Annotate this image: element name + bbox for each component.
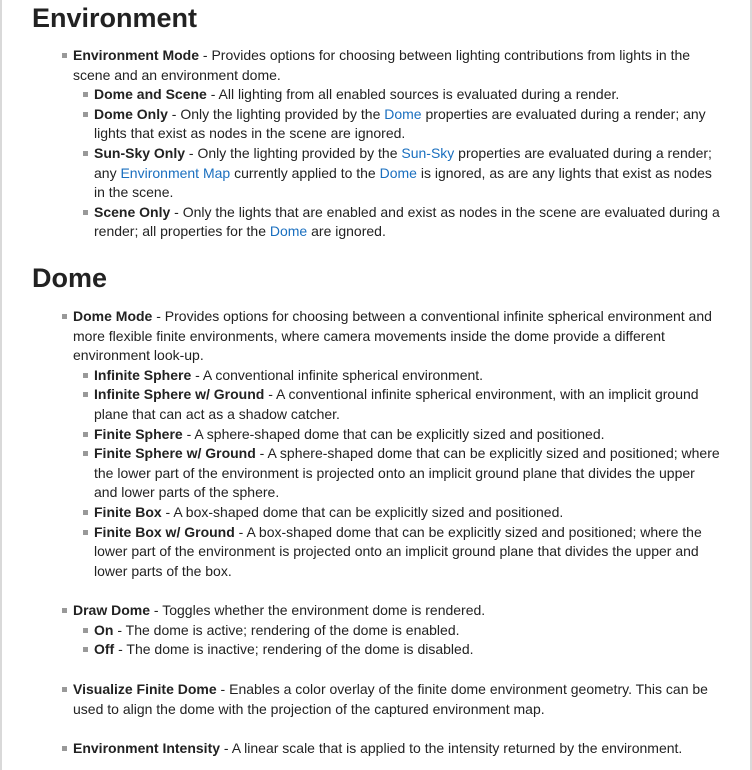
list-item-dome-and-scene	[94, 85, 722, 105]
description: properties are evaluated during a render; any lights that exist as nodes in the scene are ignored.	[94, 105, 706, 142]
term: Dome and Scene	[94, 86, 207, 103]
environment-map-link[interactable]: Environment Map	[120, 164, 231, 181]
term: Infinite Sphere w/ Ground	[94, 386, 265, 403]
dome-link[interactable]: Dome	[384, 105, 422, 122]
list-item-sun-sky-only	[94, 144, 722, 203]
term: Environment Mode	[73, 47, 200, 63]
description: - Provides options for choosing between a conventional infinite spherical environment and more flexible finite environments, where camera movements inside the dome provide a different environment look-up.	[73, 308, 712, 364]
term: Dome Mode	[73, 308, 153, 324]
term: Sun-Sky Only	[94, 144, 186, 161]
term: Finite Box w/ Ground	[94, 523, 235, 540]
description: currently applied to the	[230, 164, 380, 181]
description: - All lighting from all enabled sources is evaluated during a render.	[206, 86, 620, 103]
term: Off	[94, 641, 115, 658]
description: - The dome is inactive; rendering of the dome is disabled.	[114, 641, 474, 658]
description: - Only the lighting provided by the	[167, 105, 385, 122]
description: - Toggles whether the environment dome is rendered.	[150, 602, 486, 618]
description: - Only the lighting provided by the	[185, 144, 402, 161]
environment-mode-section	[32, 46, 722, 242]
sun-sky-link[interactable]: Sun-Sky	[401, 144, 455, 161]
list-item-off	[94, 640, 722, 660]
list-item-dome-mode	[73, 307, 722, 581]
list-item-visualize-finite-dome	[73, 680, 722, 719]
term: Visualize Finite Dome	[73, 681, 217, 697]
list-item-finite-box-ground	[94, 523, 722, 582]
list-item-draw-dome	[73, 601, 722, 660]
description: - A box-shaped dome that can be explicitly sized and positioned.	[161, 503, 564, 520]
list-item-finite-sphere	[94, 425, 722, 445]
term: Finite Sphere	[94, 425, 183, 442]
description: - A conventional infinite spherical environment, with an implicit ground plane that can act as a shadow catcher.	[94, 386, 699, 422]
list-item-on	[94, 621, 722, 641]
list-item-infinite-sphere	[94, 366, 722, 386]
description: - A sphere-shaped dome that can be explicitly sized and positioned.	[182, 425, 605, 442]
description: - Provides options for choosing between lighting contributions from lights in the scene and an environment dome.	[73, 47, 691, 83]
term: Scene Only	[94, 203, 171, 220]
draw-dome-section	[32, 601, 722, 660]
description: - A linear scale that is applied to the intensity returned by the environment.	[220, 740, 683, 756]
description: properties are evaluated during a render; any	[94, 144, 712, 181]
term: On	[94, 621, 114, 638]
dome-heading: Dome	[32, 263, 108, 293]
description: are ignored.	[307, 223, 386, 240]
term: Finite Box	[94, 503, 162, 520]
list-item-environment-mode	[73, 46, 722, 242]
description: - Only the lights that are enabled and exist as nodes in the scene are evaluated during a render; all properties for the	[94, 203, 720, 240]
list-item-finite-sphere-ground	[94, 444, 722, 503]
list-item-scene-only	[94, 203, 722, 242]
term: Finite Sphere w/ Ground	[94, 445, 256, 462]
description: - A conventional infinite spherical environment.	[191, 366, 484, 383]
description: - A sphere-shaped dome that can be explicitly sized and positioned; where the lower part of the environment is projected onto an implicit ground plane that divides the upper and lower parts of the sphere.	[94, 445, 720, 501]
dome-link[interactable]: Dome	[379, 164, 417, 181]
visualize-finite-dome-section	[32, 680, 722, 719]
environment-intensity-section	[32, 739, 722, 759]
description: - Enables a color overlay of the finite dome environment geometry. This can be used to align the dome with the projection of the captured environment map.	[73, 681, 708, 717]
description: - A box-shaped dome that can be explicitly sized and positioned; where the lower part of the environment is projected onto an implicit ground plane that divides the upper and lower parts of the box.	[94, 523, 702, 579]
dome-link[interactable]: Dome	[269, 223, 308, 240]
environment-heading: Environment	[32, 3, 198, 33]
dome-mode-section	[32, 307, 722, 581]
term: Draw Dome	[73, 602, 151, 618]
term: Infinite Sphere	[94, 366, 192, 383]
description: is ignored, as are any lights that exist as nodes in the scene.	[94, 164, 712, 201]
list-item-finite-box	[94, 503, 722, 523]
list-item-dome-only	[94, 105, 722, 144]
term: Dome Only	[94, 105, 168, 122]
page-frame-left	[0, 0, 2, 770]
term: Environment Intensity	[73, 740, 221, 756]
description: - The dome is active; rendering of the dome is enabled.	[113, 621, 460, 638]
list-item-infinite-sphere-ground	[94, 385, 722, 424]
list-item-environment-intensity	[73, 739, 722, 759]
